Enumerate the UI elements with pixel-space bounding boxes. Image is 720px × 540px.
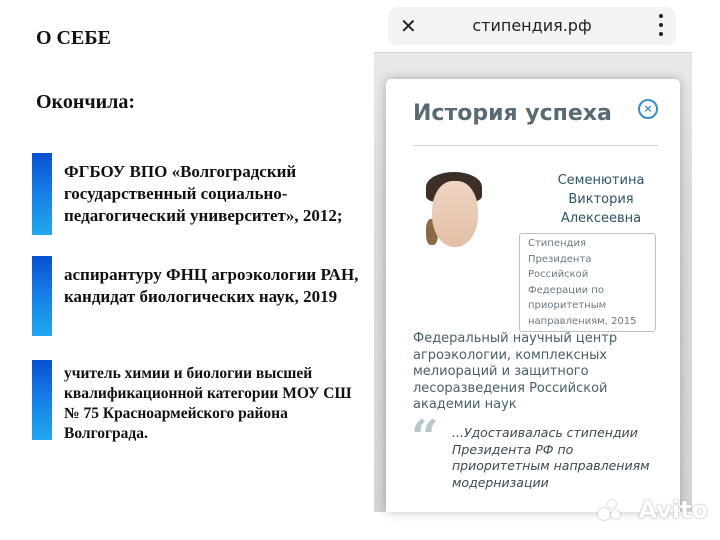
address-bar [388, 7, 676, 45]
accent-bar [32, 256, 52, 336]
avatar-face [432, 181, 478, 247]
award-badge: Стипендия Президента Российской Федерации по приоритетным направлениям, 2015 [519, 233, 656, 332]
phone-screenshot [372, 0, 692, 512]
avito-logo-icon [598, 500, 620, 522]
success-story-modal [386, 79, 680, 512]
url-text[interactable]: стипендия.рф [472, 16, 592, 35]
more-vertical-icon[interactable] [658, 14, 664, 36]
education-text: ФГБОУ ВПО «Волгоградский государственный социально-педагогический университет», 2012; [64, 162, 343, 225]
person-name: Семенютина Виктория Алексеевна [557, 173, 645, 226]
education-item [32, 256, 362, 336]
slide-subtitle: Окончила: [36, 91, 136, 113]
slide-title: О СЕБЕ [36, 27, 111, 49]
accent-bar [32, 153, 52, 235]
education-text: аспирантуру ФНЦ агроэкологии РАН, кандидат биологических наук, 2019 [64, 265, 359, 306]
quote-text: ...Удостаивалась стипендии Президента РФ по приоритетным направлениям модернизации [452, 425, 650, 490]
close-circle-icon[interactable]: × [638, 99, 658, 119]
accent-bar [32, 360, 52, 440]
watermark: Avito [638, 496, 708, 524]
education-text: учитель химии и биологии высшей квалификационной категории МОУ СШ № 75 Красноармейского района Волгограда. [64, 365, 352, 442]
education-item [32, 360, 362, 440]
divider [413, 145, 658, 146]
organization-text: Федеральный научный центр агроэкологии, комплексных мелиораций и защитного лесоразведения Российской академии наук [413, 331, 618, 412]
education-item [32, 153, 362, 235]
close-icon[interactable]: ✕ [400, 14, 417, 38]
modal-title: История успеха [413, 101, 612, 126]
quote-icon: “ [411, 410, 439, 466]
